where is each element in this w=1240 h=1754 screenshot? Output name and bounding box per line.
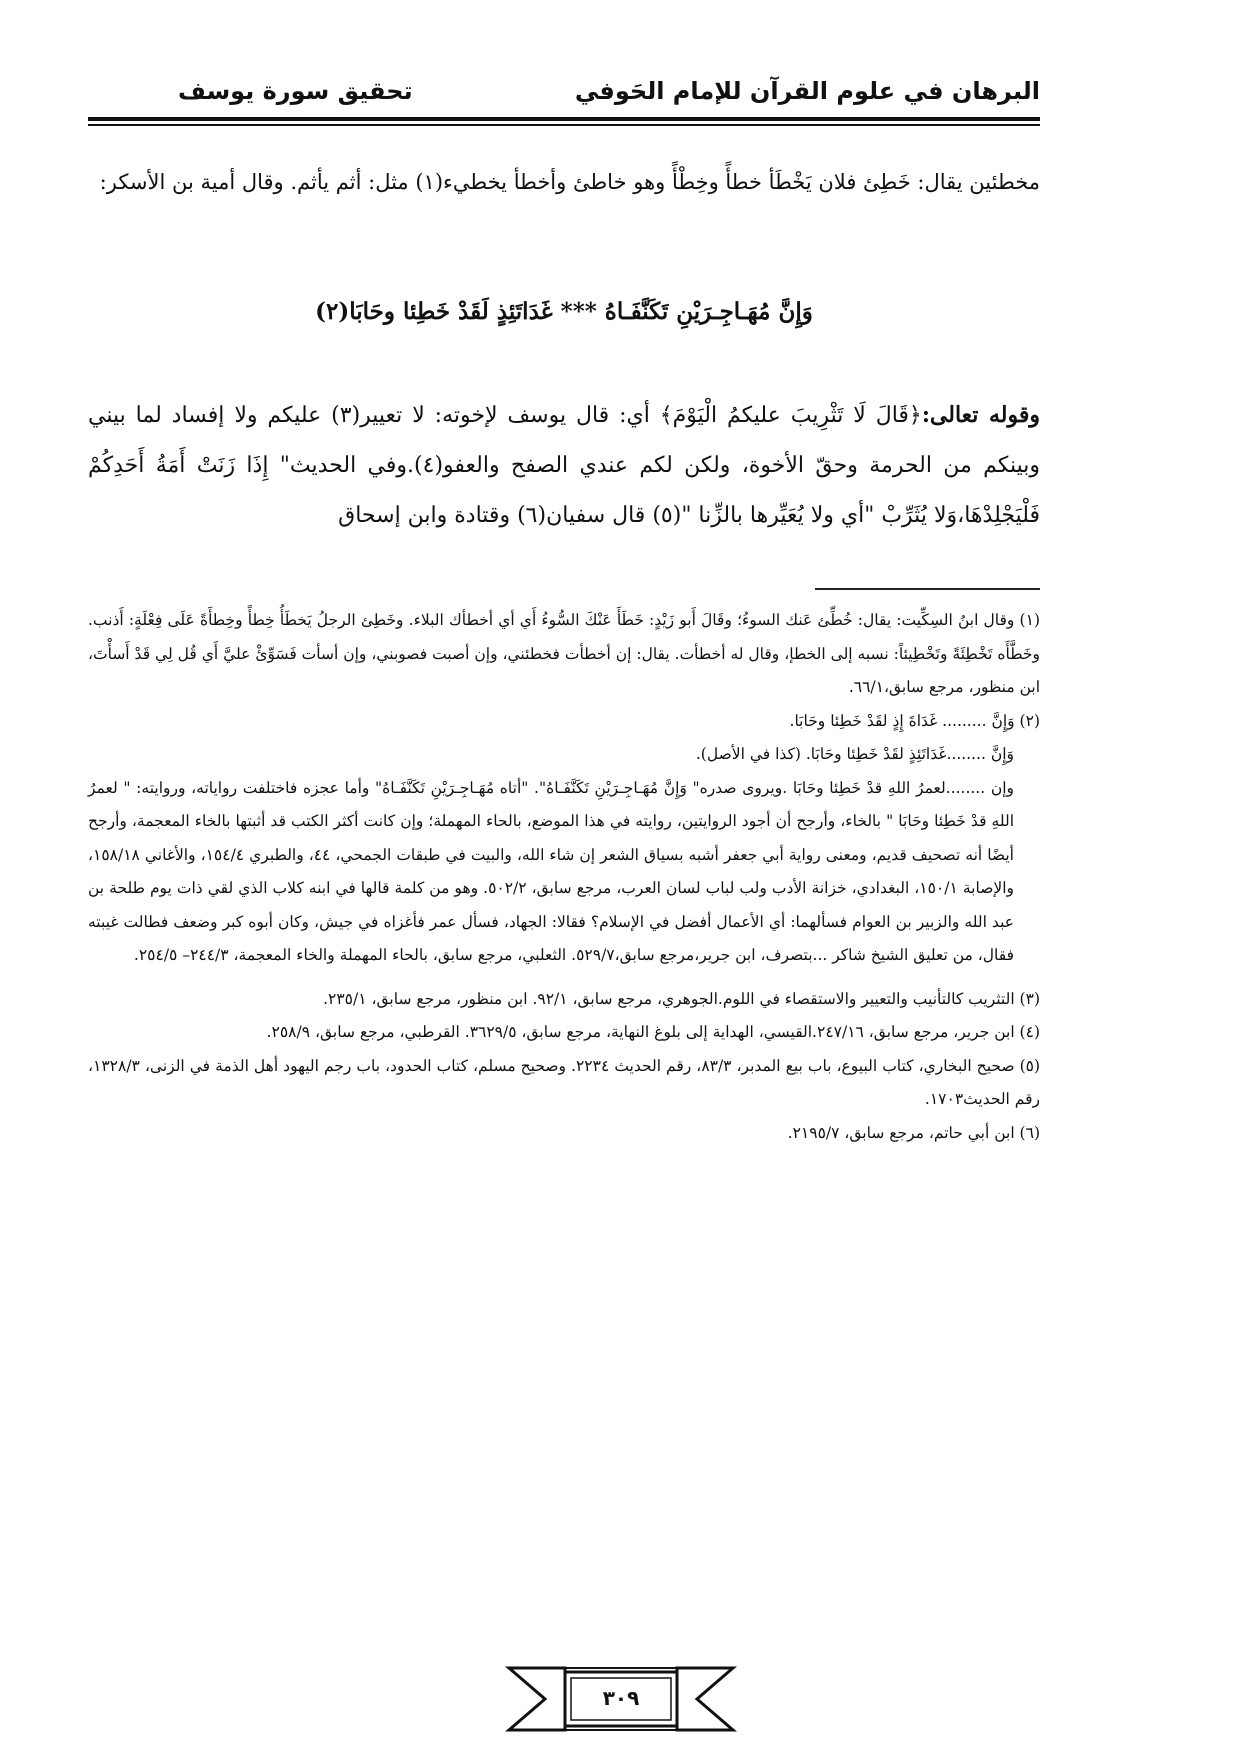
footnote-6: (٦) ابن أبي حاتم، مرجع سابق، ٢١٩٥/٧. (787, 1123, 1040, 1142)
footnote-5: (٥) صحيح البخاري، كتاب البيوع، باب بيع المدبر، ٨٣/٣، رقم الحديث ٢٢٣٤. وصحيح مسلم، كتاب الحدود، باب رجم اليهود أهل الذمة في الزنى، ١٣٢٨/٣، رقم الحديث١٧٠٣. (88, 1056, 1041, 1108)
footnote-1: (١) وقال ابنُ السِكِّيت: يقال: خُطِّئ عَنك السوءُ؛ وقَالَ أَبو زَيْدٍ: خَطَأَ عَنْكَ السُّوءُ أَي أي أخطأك البلاء. وخَطِئ الرجلُ يَخطَأُ خِطأً وخِطأَةً عَلَى فِعْلَةٍ: أَذنب. وخَطَّأَه تَخْطِئَةً وتَخْطِيئاً: نسبه إلى الخطإ، وقال له أخطأت. يقال: إن أخطأت فخطئني، وإن أصبت فصوبني، وإن أسأت فَسَوِّئْ عليَّ أَي قُل لِي قَدْ أَسأْتَ، ابن منظور، مرجع سابق،٦٦/١. (88, 611, 1040, 696)
footnote-2: (٢) وَإِنَّ ......... غَدَاةَ إِذٍ لقَدْ خَطِئا وحَابَا. (789, 711, 1040, 730)
footnotes (88, 604, 1040, 1150)
main-lead: وقوله تعالى: (921, 402, 1040, 428)
quran-quote: ﴿قَالَ لَا تَثْرِيبَ عليكمُ الْيَوْمَ﴾ (659, 403, 922, 428)
intro-paragraph: مخطئين يقال: خَطِئ فلان يَخْطَأ خطأً وخِطْأً وهو خاطئ وأخطأ يخطيء(١) مثل: أثم يأثم. وقال أمية بن الأسكر: (99, 170, 1040, 194)
page-number: ٣٠٩ (602, 1686, 640, 1710)
running-header (88, 66, 1040, 116)
footnote-2-variant: وَإِنَّ ........غَدَاتَئِذٍ لقَدْ خَطِئا وحَابَا. (كذا في الأصل). (695, 745, 1014, 763)
footnote-4: (٤) ابن جرير، مرجع سابق، ٢٤٧/١٦.القيسي، الهداية إلى بلوغ النهاية، مرجع سابق، ٣٦٢٩/٥. القرطبي، مرجع سابق، ٢٥٨/٩. (266, 1023, 1040, 1041)
poetry-verse: وَإِنَّ مُهَـاجِـرَيْنِ تَكَنَّفَـاهُ *** غَدَاتَئِذٍ لَقَدْ خَطِئا وحَابَا(٢) (315, 298, 813, 325)
footnote-separator (815, 588, 1040, 590)
footnote-3: (٣) التثريب كالتأنيب والتعيير والاستقصاء في اللوم.الجوهري، مرجع سابق، ٩٢/١. ابن منظور، مرجع سابق، ٢٣٥/١. (323, 989, 1040, 1008)
section-title: تحقيق سورة يوسف (178, 77, 413, 105)
header-rule-thin (88, 124, 1040, 126)
main-text: أي: قال يوسف لإخوته: لا تعيير(٣) عليكم ولا إفساد لما بيني وبينكم من الحرمة وحقّ الأخوة، ولكن لكم عندي الصفح والعفو(٤).وفي الحديث" إِذَا زَنَتْ أَمَةُ أَحَدِكُمْ فَلْيَجْلِدْهَا،وَلا يُثَرِّبْ "أي ولا يُعَيِّرها بالزِّنا "(٥) قال سفيان(٦) وقتادة وابن إسحاق (88, 403, 1040, 528)
page-number-ornament (505, 1664, 737, 1734)
header-rule-thick (88, 117, 1040, 121)
book-title: البرهان في علوم القرآن للإمام الحَوفي (574, 77, 1040, 105)
main-paragraph (88, 390, 1040, 541)
footnote-2-commentary: وإن ........لعمرُ اللهِ قدْ خَطِئا وحَابَا .ويروى صدره" وَإِنَّ مُهَـاجِـرَيْنِ تَكَنَّفَـاهُ". "أتاه مُهَـاجِـرَيْنِ تَكَنَّفَـاهُ" وأما عجزه فاختلفت رواياته، وروايته: " لعمرُ اللهِ قدْ خَطِئا وحَابَا " بالخاء، وأرجح أن أجود الروايتين، روايته في هذا الموضع، بالحاء المهملة؛ وإن كانت أكثر الكتب قد أثبتها بالخاء المعجمة، وأرجح أيضًا أنه تصحيف قديم، ومعنى رواية أبي جعفر أشبه بسياق الشعر إن شاء الله، والبيت في طبقات الجمحي، ٤٤، والطبري ١٥٤/٤، والأغاني ١٥٨/١٨، والإصابة ١٥٠/١، البغدادي، خزانة الأدب ولب لباب لسان العرب، مرجع سابق، ٥٠٢/٢. وهو من كلمة قالها في ابنه كلاب الذي لقي ذات يوم طلحة بن عبد الله والزبير بن العوام فسألهما: أي الأعمال أفضل في الإسلام؟ فقالا: الجهاد، فسأل عمر فأغزاه في جيش، وكان أبوه كبر وضعف فطالت غيبته فقال، من تعليق الشيخ شاكر ...بتصرف، ابن جرير،مرجع سابق،٥٢٩/٧. الثعلبي، مرجع سابق، بالحاء المهملة والخاء المعجمة، ٢٤٤/٣– ٢٥٤/٥. (88, 778, 1014, 964)
